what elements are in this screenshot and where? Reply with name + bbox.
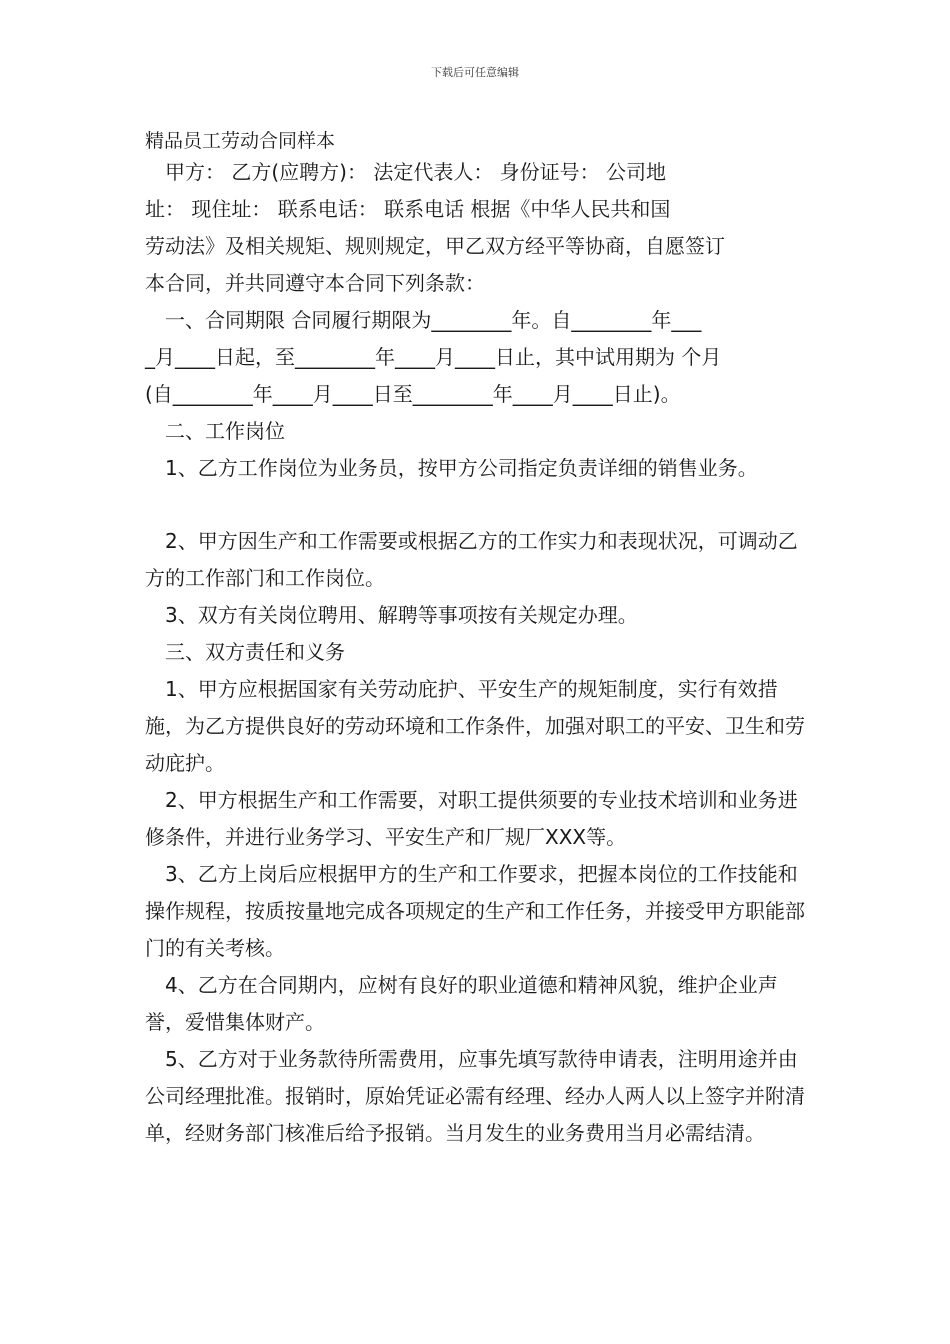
intro-line: 甲方： 乙方(应聘方)： 法定代表人： 身份证号： 公司地 — [165, 160, 667, 184]
clause-paragraph: 5、乙方对于业务款待所需费用，应事先填写款待申请表，注明用途并由公司经理批准。报销时，原始凭证必需有经理、经办人两人以上签字并附清单，经财务部门核准后给予报销。当月发生的业务费用当月必需结清。 — [145, 1047, 805, 1145]
clause-paragraph: 4、乙方在合同期内，应树有良好的职业道德和精神风貌，维护企业声誉，爱惜集体财产。 — [145, 973, 778, 1034]
document-body — [145, 154, 810, 1152]
section-heading: 二、工作岗位 — [165, 419, 285, 443]
clause-paragraph: 1、乙方工作岗位为业务员，按甲方公司指定负责详细的销售业务。 — [165, 456, 758, 480]
page-header: 下载后可任意编辑 — [431, 66, 519, 79]
term-line: _月____日起，至________年____月____日止，其中试用期为 个月 — [145, 345, 722, 369]
intro-line: 址： 现住址： 联系电话： 联系电话 根据《中华人民共和国 — [145, 197, 671, 221]
term-line: 一、合同期限 合同履行期限为________年。自________年___ — [165, 308, 702, 332]
term-line: (自________年____月____日至________年____月____日止)。 — [145, 382, 681, 406]
clause-paragraph: 2、甲方因生产和工作需要或根据乙方的工作实力和表现状况，可调动乙方的工作部门和工作岗位。 — [145, 529, 798, 590]
document-title: 精品员工劳动合同样本 — [145, 130, 336, 152]
clause-paragraph: 3、乙方上岗后应根据甲方的生产和工作要求，把握本岗位的工作技能和操作规程，按质按量地完成各项规定的生产和工作任务，并接受甲方职能部门的有关考核。 — [145, 862, 805, 960]
intro-line: 劳动法》及相关规矩、规则规定，甲乙双方经平等协商，自愿签订 — [145, 234, 725, 258]
clause-paragraph: 2、甲方根据生产和工作需要，对职工提供须要的专业技术培训和业务进修条件，并进行业务学习、平安生产和厂规厂XXX等。 — [145, 788, 798, 849]
intro-line: 本合同，并共同遵守本合同下列条款： — [145, 271, 485, 295]
clause-paragraph: 3、双方有关岗位聘用、解聘等事项按有关规定办理。 — [165, 603, 638, 627]
clause-paragraph: 1、甲方应根据国家有关劳动庇护、平安生产的规矩制度，实行有效措施，为乙方提供良好的劳动环境和工作条件，加强对职工的平安、卫生和劳动庇护。 — [145, 677, 805, 775]
section-heading: 三、双方责任和义务 — [165, 640, 345, 664]
